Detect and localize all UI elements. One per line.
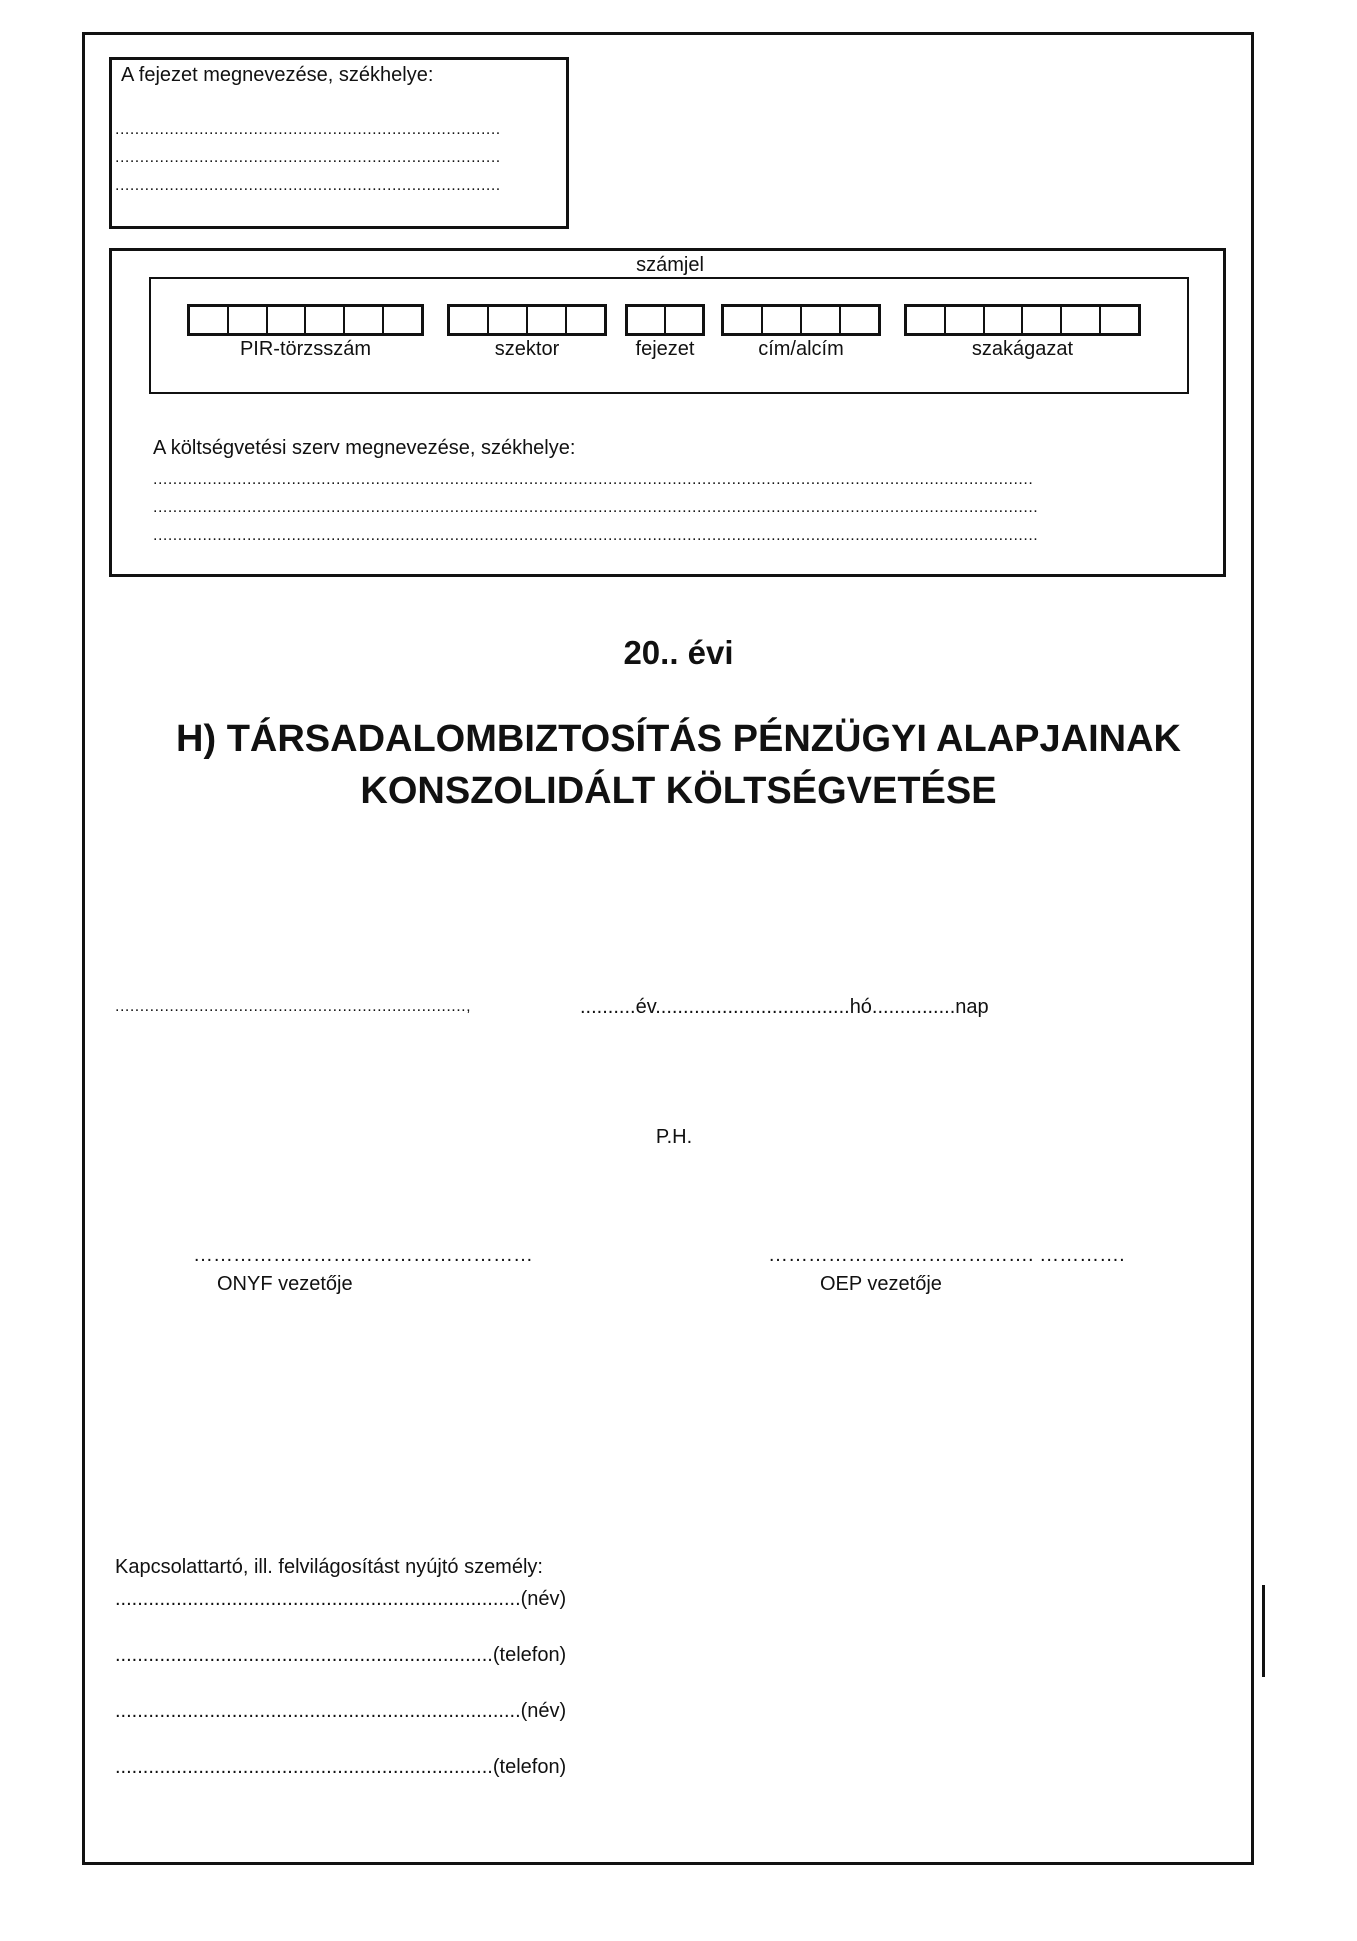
- pir-cell[interactable]: [268, 307, 307, 333]
- year-title: 20.. évi: [623, 634, 734, 671]
- fejezet-cells[interactable]: [625, 304, 705, 336]
- pir-cells[interactable]: [187, 304, 424, 336]
- cim-cell[interactable]: [724, 307, 763, 333]
- date-place[interactable]: .......................................................................,: [115, 998, 472, 1015]
- organ-line-3[interactable]: ...................................................................................................................................................................................: [153, 527, 1039, 544]
- pir-cell[interactable]: [190, 307, 229, 333]
- right-signature-label: OEP vezetője: [820, 1273, 942, 1295]
- organ-label: A költségvetési szerv megnevezése, székhelye:: [153, 437, 576, 459]
- szektor-cell[interactable]: [450, 307, 489, 333]
- szakagazat-cell[interactable]: [1062, 307, 1101, 333]
- pir-label: PIR-törzsszám: [239, 338, 372, 360]
- szektor-cell[interactable]: [489, 307, 528, 333]
- organ-line-1[interactable]: ..................................................................................................................................................................................: [153, 471, 1034, 488]
- contact-name-1[interactable]: .........................................................................(név): [115, 1588, 567, 1610]
- contact-phone-1[interactable]: ....................................................................(telefon): [115, 1644, 567, 1666]
- szektor-label: szektor: [494, 338, 560, 360]
- szektor-cell[interactable]: [528, 307, 567, 333]
- pir-cell[interactable]: [384, 307, 421, 333]
- szamjel-title: számjel: [636, 254, 704, 276]
- fejezet-cell[interactable]: [666, 307, 702, 333]
- szakagazat-cell[interactable]: [985, 307, 1024, 333]
- contact-label: Kapcsolattartó, ill. felvilágosítást nyújtó személy:: [115, 1556, 543, 1578]
- szakagazat-cell[interactable]: [1101, 307, 1138, 333]
- szektor-cell[interactable]: [567, 307, 604, 333]
- szakagazat-cell[interactable]: [946, 307, 985, 333]
- fejezet-cell[interactable]: [628, 307, 666, 333]
- szektor-cells[interactable]: [447, 304, 607, 336]
- stamp-label: P.H.: [655, 1126, 693, 1148]
- document-title: [0, 713, 1357, 817]
- document-title-line-1: H) TÁRSADALOMBIZTOSÍTÁS PÉNZÜGYI ALAPJAINAK: [176, 718, 1181, 760]
- right-signature-line[interactable]: …………………………………. ………….: [768, 1244, 1125, 1266]
- szakagazat-label: szakágazat: [971, 338, 1074, 360]
- cim-label: cím/alcím: [758, 338, 844, 360]
- chapter-line-3[interactable]: ..............................................................................: [115, 177, 501, 194]
- contact-name-2[interactable]: .........................................................................(név): [115, 1700, 567, 1722]
- chapter-label: A fejezet megnevezése, székhelye:: [121, 64, 434, 86]
- organ-line-2[interactable]: ...................................................................................................................................................................................: [153, 499, 1039, 516]
- szakagazat-cell[interactable]: [907, 307, 946, 333]
- fejezet-label: fejezet: [635, 338, 695, 360]
- szakagazat-cells[interactable]: [904, 304, 1141, 336]
- left-signature-label: ONYF vezetője: [217, 1273, 353, 1295]
- cim-cell[interactable]: [763, 307, 802, 333]
- chapter-line-2[interactable]: ..............................................................................: [115, 149, 501, 166]
- szakagazat-cell[interactable]: [1023, 307, 1062, 333]
- contact-phone-2[interactable]: ....................................................................(telefon): [115, 1756, 567, 1778]
- pir-cell[interactable]: [345, 307, 384, 333]
- frame-edge-mark: [1262, 1585, 1265, 1677]
- document-title-line-2: KONSZOLIDÁLT KÖLTSÉGVETÉSE: [360, 770, 997, 812]
- cim-cell[interactable]: [802, 307, 841, 333]
- chapter-line-1[interactable]: ..............................................................................: [115, 121, 501, 138]
- left-signature-line[interactable]: ……………………………………………: [193, 1244, 533, 1266]
- cim-cells[interactable]: [721, 304, 881, 336]
- pir-cell[interactable]: [306, 307, 345, 333]
- pir-cell[interactable]: [229, 307, 268, 333]
- cim-cell[interactable]: [841, 307, 878, 333]
- date-fields[interactable]: ..........év...................................hó...............nap: [580, 996, 989, 1018]
